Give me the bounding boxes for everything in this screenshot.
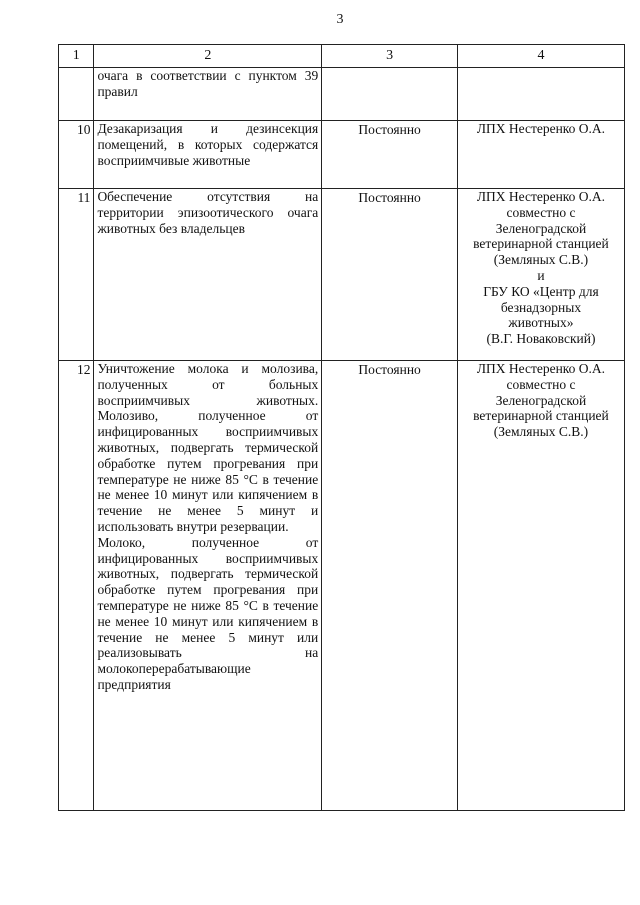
responsible-line: (Земляных С.В.): [493, 424, 589, 440]
responsible-line: и: [537, 267, 545, 283]
page-number: 3: [336, 12, 344, 27]
measures-table: [58, 44, 625, 811]
responsible-line: ветеринарной станцией: [473, 236, 609, 252]
row-number: [59, 68, 94, 121]
row-action: [94, 121, 322, 189]
responsible-line: Зеленоградской: [495, 392, 587, 408]
row-responsible: [457, 68, 624, 121]
row-number: [59, 121, 94, 189]
row-period: [322, 361, 458, 811]
responsible-line: совместно с: [506, 204, 576, 220]
responsible-line: ветеринарной станцией: [473, 408, 609, 424]
row-period: [322, 189, 458, 361]
responsible-line: Зеленоградской: [495, 220, 587, 236]
responsible-line: ГБУ КО «Центр для: [483, 283, 599, 299]
action-paragraph: Обеспечение отсутствия на территории эпизоотического очага животных без владельцев: [97, 189, 319, 236]
header-col-3: 3: [322, 45, 458, 68]
action-paragraph: Дезакаризация и дезинсекция помещений, в которых содержатся восприимчивые животные: [97, 121, 319, 168]
row-action: [94, 361, 322, 811]
responsible-line: (Земляных С.В.): [493, 252, 589, 268]
row-responsible: [457, 361, 624, 811]
table-row-11: [59, 189, 625, 361]
row-number-text: 12: [76, 362, 91, 377]
row-period-text: Постоянно: [358, 122, 421, 137]
responsible-line: ЛПХ Нестеренко О.А.: [476, 189, 606, 204]
responsible-line: животных»: [508, 315, 574, 331]
header-col-1: 1: [59, 45, 94, 68]
row-period: [322, 121, 458, 189]
responsible-line: ЛПХ Нестеренко О.А.: [476, 121, 606, 136]
row-number: [59, 189, 94, 361]
row-number: [59, 361, 94, 811]
row-action: [94, 189, 322, 361]
row-number-text: 10: [76, 122, 91, 137]
row-period-text: Постоянно: [358, 190, 421, 205]
responsible-line: совместно с: [506, 376, 576, 392]
row-period-text: Постоянно: [358, 362, 421, 377]
row-responsible: [457, 121, 624, 189]
responsible-line: ЛПХ Нестеренко О.А.: [476, 361, 606, 376]
header-col-4: 4: [457, 45, 624, 68]
table-row-continuation: [59, 68, 625, 121]
header-col-2: 2: [94, 45, 322, 68]
row-period: [322, 68, 458, 121]
table-row-12: [59, 361, 625, 811]
table-row-10: [59, 121, 625, 189]
table-header-row: [59, 45, 625, 68]
action-paragraph: Молоко, полученное от инфицированных восприимчивых животных, подвергать термической обработке путем прогревания при температуре не ниже 85 °С в течение не менее 10 минут или кипячением в течение не менее 5 минут или реализовывать на молокоперерабатывающие предприятия: [97, 534, 319, 692]
row-responsible: [457, 189, 624, 361]
action-paragraph: очага в соответствии с пунктом 39 правил: [97, 68, 319, 99]
row-action: [94, 68, 322, 121]
responsible-line: (В.Г. Новаковский): [486, 331, 596, 347]
row-number-text: 11: [77, 190, 91, 205]
action-paragraph: Уничтожение молока и молозива, полученных от больных восприимчивых животных. Молозиво, полученное от инфицированных восприимчивых животных, подвергать термической обработке путем прогревания при температуре не ниже 85 °С в течение не менее 10 минут или кипячением в течение не менее 5 минут и использовать внутри резервации.: [97, 361, 319, 534]
responsible-line: безнадзорных: [500, 299, 582, 315]
